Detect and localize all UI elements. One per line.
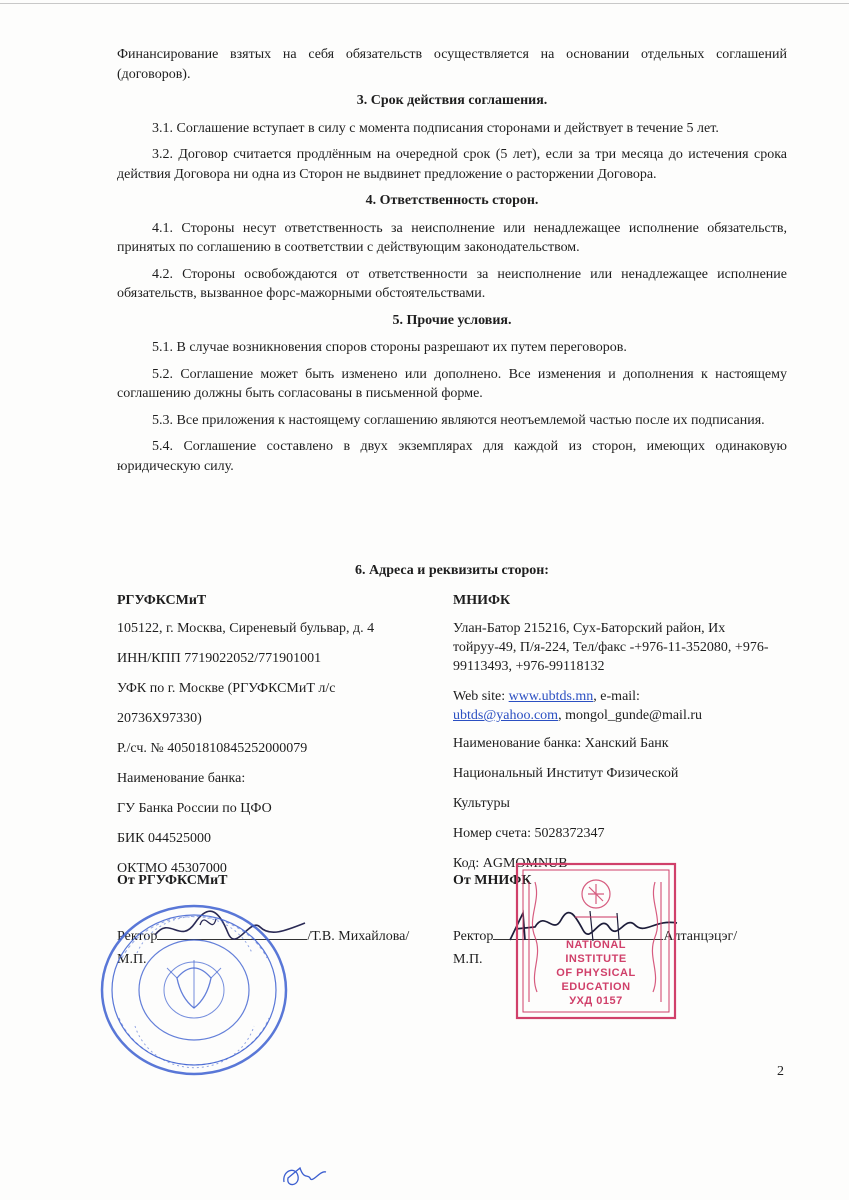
party-left-address: 105122, г. Москва, Сиреневый бульвар, д. 4 xyxy=(117,621,375,636)
handwritten-initials xyxy=(280,1160,330,1190)
website-link[interactable]: www.ubtds.mn xyxy=(508,689,594,704)
paragraph-financing: Финансирование взятых на себя обязательств осуществляется на основании отдельных соглашений (договоров). xyxy=(117,47,787,82)
paragraph-5-4: 5.4. Соглашение составлено в двух экземплярах для каждой из сторон, имеющих одинаковую юридическую силу. xyxy=(117,439,787,474)
paragraph-4-2: 4.2. Стороны освобождаются от ответственности за неисполнение или ненадлежащее исполнение обязательств, вызванное форс-мажорными обстоятельствами. xyxy=(117,266,787,301)
party-right-requisites xyxy=(453,591,788,882)
paragraph-3-2: 3.2. Договор считается продлённым на очередной срок (5 лет), если за три месяца до истечения срока действия Договора ни одна из Сторон не выдвинет предложение о расторжении Договора. xyxy=(117,147,787,182)
party-left-bank: ГУ Банка России по ЦФО xyxy=(117,801,272,816)
party-left-ufk: УФК по г. Москве (РГУФКСМиТ л/с xyxy=(117,681,336,696)
from-right-label: От МНИФК xyxy=(453,873,532,888)
rector-label-left: Ректор xyxy=(117,929,158,944)
paragraph-5-2: 5.2. Соглашение может быть изменено или дополнено. Все изменения и дополнения к настоящему соглашению должны быть согласованы в письменной форме. xyxy=(117,366,787,401)
party-right-bank: Наименование банка: Ханский Банк xyxy=(453,736,669,751)
stamp-line-2: INSTITUTE xyxy=(565,953,627,965)
page-number: 2 xyxy=(777,1064,784,1079)
rector-name-right: Алтанцэцэг/ xyxy=(663,929,738,944)
party-left-bank-label: Наименование банка: xyxy=(117,771,246,786)
email-secondary: , mongol_gunde@mail.ru xyxy=(558,708,702,723)
paragraph-5-1: 5.1. В случае возникновения споров стороны разрешают их путем переговоров. xyxy=(152,340,627,355)
stamp-line-4: EDUCATION xyxy=(561,981,631,993)
mp-left: М.П. xyxy=(117,952,147,967)
party-left-oktmo: ОКТМО 45307000 xyxy=(117,861,227,876)
party-left-ls: 20736Х97330) xyxy=(117,711,202,726)
party-left-bik: БИК 044525000 xyxy=(117,831,211,846)
stamp-line-5: УХД 0157 xyxy=(569,995,623,1007)
party-right-institute-1: Национальный Институт Физической xyxy=(453,766,679,781)
paragraph-4-1: 4.1. Стороны несут ответственность за неисполнение или ненадлежащее исполнение обязательств, принятых по соглашению в соответствии с действующим законодательством. xyxy=(117,220,787,255)
paragraph-3-1: 3.1. Соглашение вступает в силу с момента подписания сторонами и действует в течение 5 лет. xyxy=(152,120,719,136)
party-right-name: МНИФК xyxy=(453,593,511,608)
party-right-institute-2: Культуры xyxy=(453,796,510,811)
stamp-line-1: NATIONAL xyxy=(565,939,626,951)
email-link[interactable]: ubtds@yahoo.com xyxy=(453,708,559,723)
party-right-address: Улан-Батор 215216, Сух-Баторский район, Их тойруу-49, П/я-224, Тел/факс -+976-11-352080, +976-99113493, +976-99118132 xyxy=(453,621,769,674)
paragraph-5-3: 5.3. Все приложения к настоящему соглашению являются неотъемлемой частью после их подписания. xyxy=(152,412,765,428)
stamp-line-3: OF PHYSICAL xyxy=(556,967,636,979)
rector-name-left: /Т.В. Михайлова/ xyxy=(307,929,410,944)
round-seal-stamp xyxy=(97,898,292,1078)
party-left-name: РГУФКСМиТ xyxy=(117,593,207,608)
rector-label-right: Ректор xyxy=(453,929,494,944)
agreement-body xyxy=(117,45,787,483)
stamp-text xyxy=(515,938,677,1008)
heading-term: 3. Срок действия соглашения. xyxy=(356,93,548,108)
heading-responsibility: 4. Ответственность сторон. xyxy=(365,193,539,208)
party-right-code: Код: AGMOMNUB xyxy=(453,856,568,871)
mp-right: М.П. xyxy=(453,952,483,967)
party-left-account: Р./сч. № 40501810845252000079 xyxy=(117,741,308,756)
scan-edge-line xyxy=(0,3,849,4)
email-label: , e-mail: xyxy=(593,689,640,704)
party-left-inn: ИНН/КПП 7719022052/771901001 xyxy=(117,651,322,666)
square-seal-stamp xyxy=(515,862,677,1020)
heading-requisites: 6. Адреса и реквизиты сторон: xyxy=(355,563,549,578)
from-left-label: От РГУФКСМиТ xyxy=(117,873,228,888)
heading-other-conditions: 5. Прочие условия. xyxy=(392,312,512,328)
web-label: Web site: xyxy=(453,689,509,704)
party-left-requisites xyxy=(117,591,437,889)
party-right-contacts xyxy=(453,687,788,725)
party-right-account: Номер счета: 5028372347 xyxy=(453,826,605,841)
